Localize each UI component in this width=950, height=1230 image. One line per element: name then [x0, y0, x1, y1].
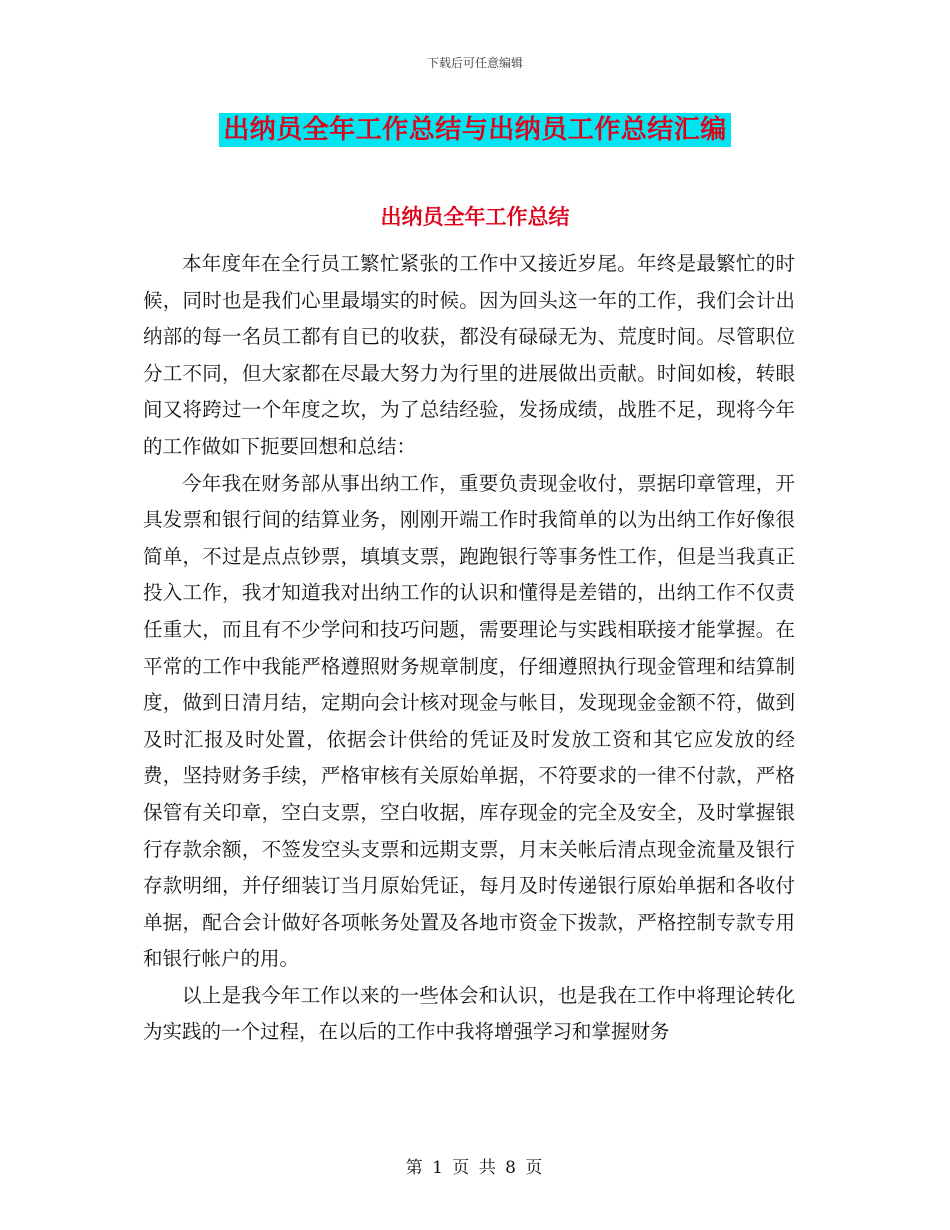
page-footer: 第 1 页 共 8 页 [405, 1158, 545, 1178]
section-title: 出纳员全年工作总结 [380, 205, 570, 229]
main-title-container [0, 113, 950, 147]
paragraph-2: 今年我在财务部从事出纳工作，重要负责现金收付，票据印章管理，开具发票和银行间的结算业务，刚刚开端工作时我简单的以为出纳工作好像很简单，不过是点点钞票，填填支票，跑跑银行等事务性工作，但是当我真正投入工作，我才知道我对出纳工作的认识和懂得是差错的，出纳工作不仅责任重大，而且有不少学问和技巧问题，需要理论与实践相联接才能掌握。在平常的工作中我能严格遵照财务规章制度，仔细遵照执行现金管理和结算制度，做到日清月结，定期向会计核对现金与帐目，发现现金金额不符，做到及时汇报及时处置，依据会计供给的凭证及时发放工资和其它应发放的经费，坚持财务手续，严格审核有关原始单据，不符要求的一律不付款，严格保管有关印章，空白支票，空白收据，库存现金的完全及安全，及时掌握银行存款余额，不签发空头支票和远期支票，月末关帐后清点现金流量及银行存款明细，并仔细装订当月原始凭证，每月及时传递银行原始单据和各收付单据，配合会计做好各项帐务处置及各地市资金下拨款，严格控制专款专用和银行帐户的用。 [143, 471, 795, 971]
paragraph-1: 本年度年在全行员工繁忙紧张的工作中又接近岁尾。年终是最繁忙的时候，同时也是我们心里最塌实的时候。因为回头这一年的工作，我们会计出纳部的每一名员工都有自已的收获，都没有碌碌无为、荒度时间。尽管职位分工不同，但大家都在尽最大努力为行里的进展做出贡献。时间如梭，转眼间又将跨过一个年度之坎，为了总结经验，发扬成绩，战胜不足，现将今年的工作做如下扼要回想和总结： [143, 252, 795, 458]
header-note: 下载后可任意编辑 [426, 56, 523, 70]
paragraph-3: 以上是我今年工作以来的一些体会和认识，也是我在工作中将理论转化为实践的一个过程，在以后的工作中我将增强学习和掌握财务 [143, 983, 795, 1044]
body-text [143, 246, 795, 1051]
main-title: 出纳员全年工作总结与出纳员工作总结汇编 [219, 113, 731, 147]
